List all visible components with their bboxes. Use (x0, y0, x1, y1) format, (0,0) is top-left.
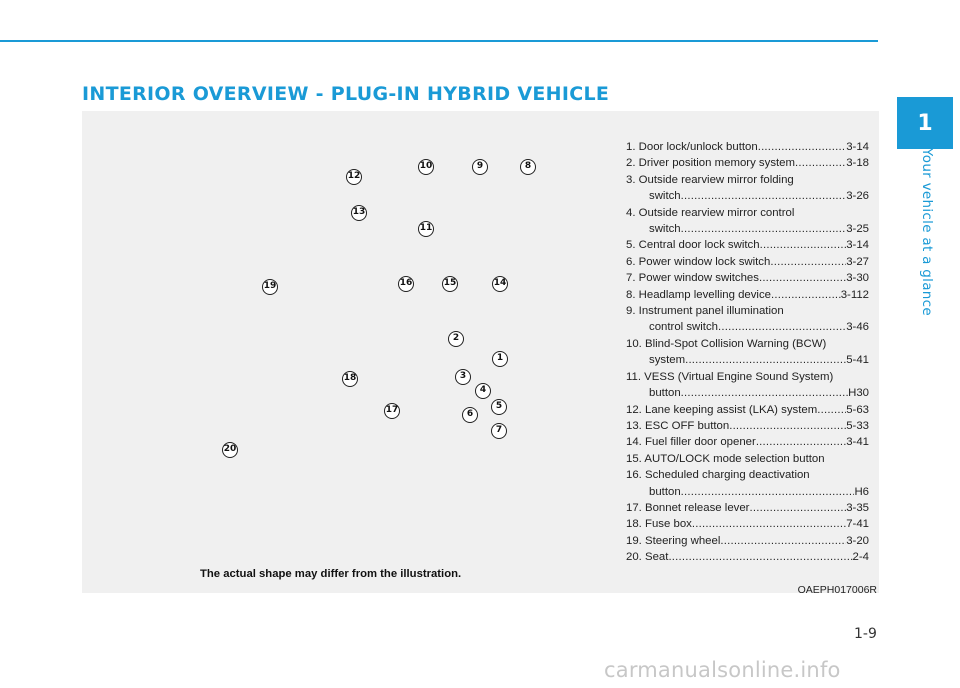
header-rule (0, 40, 878, 42)
legend-item (626, 155, 869, 171)
legend-item (626, 500, 869, 516)
legend-page-ref[interactable]: 7-41 (846, 518, 869, 531)
legend-page-ref[interactable]: 3-25 (846, 223, 869, 236)
legend-item (626, 270, 869, 286)
chapter-title: Your vehicle at a glance (919, 148, 935, 316)
callout-9: 9 (472, 159, 488, 175)
legend-label: 11. VESS (Virtual Engine Sound System) (626, 370, 834, 383)
callout-19: 19 (262, 279, 278, 295)
legend-page-ref[interactable]: 3-27 (846, 255, 869, 268)
legend-page-ref[interactable]: 3-18 (846, 157, 869, 170)
legend-label: 18. Fuse box (626, 518, 692, 531)
legend-list (626, 139, 869, 566)
legend-page-ref[interactable]: 5-63 (846, 403, 869, 416)
callout-8: 8 (520, 159, 536, 175)
legend-label: 17. Bonnet release lever (626, 501, 750, 514)
leader-dots (795, 155, 846, 171)
callout-6: 6 (462, 407, 478, 423)
leader-dots (720, 533, 846, 549)
legend-label: 5. Central door lock switch (626, 239, 760, 252)
legend-item (626, 549, 869, 565)
legend-label: 15. AUTO/LOCK mode selection button (626, 452, 825, 465)
legend-item (626, 287, 869, 303)
leader-dots (681, 484, 855, 500)
chapter-number: 1 (917, 111, 933, 136)
legend-label: control switch (649, 321, 719, 334)
legend-label: switch (649, 223, 681, 236)
callout-15: 15 (442, 276, 458, 292)
legend-label: system (649, 354, 686, 367)
callout-11: 11 (418, 221, 434, 237)
callout-2: 2 (448, 331, 464, 347)
legend-page-ref[interactable]: H30 (848, 387, 869, 400)
callout-14: 14 (492, 276, 508, 292)
callout-4: 4 (475, 383, 491, 399)
legend-label: 4. Outside rearview mirror control (626, 206, 795, 219)
legend-item (626, 516, 869, 532)
legend-label: 12. Lane keeping assist (LKA) system (626, 403, 818, 416)
callout-5: 5 (491, 399, 507, 415)
leader-dots (760, 237, 847, 253)
callout-7: 7 (491, 423, 507, 439)
page-number: 1-9 (854, 626, 877, 642)
legend-page-ref[interactable]: 5-41 (846, 354, 869, 367)
callout-12: 12 (346, 169, 362, 185)
legend-label: 13. ESC OFF button (626, 419, 730, 432)
leader-dots (770, 254, 846, 270)
leader-dots (756, 434, 846, 450)
callout-1: 1 (492, 351, 508, 367)
leader-dots (692, 516, 846, 532)
legend-label: 6. Power window lock switch (626, 255, 771, 268)
watermark-text: carmanualsonline.info (604, 658, 841, 682)
legend-label: 1. Door lock/unlock button (626, 141, 758, 153)
legend-item (626, 254, 869, 270)
leader-dots (681, 188, 847, 204)
figure-code: OAEPH017006R (797, 584, 877, 596)
legend-label: 14. Fuel filler door opener (626, 436, 756, 449)
legend-item (626, 451, 869, 467)
leader-dots (668, 549, 852, 565)
legend-page-ref[interactable]: 3-46 (846, 321, 869, 334)
legend-item (626, 303, 869, 336)
leader-dots (718, 319, 846, 335)
legend-page-ref[interactable]: 3-14 (846, 239, 869, 252)
chapter-tab[interactable] (897, 97, 953, 149)
legend-label: 3. Outside rearview mirror folding (626, 173, 794, 186)
legend-page-ref[interactable]: 3-112 (840, 288, 869, 301)
legend-label: 7. Power window switches (626, 272, 759, 285)
legend-label: 2. Driver position memory system (626, 157, 796, 170)
leader-dots (681, 385, 848, 401)
callout-18: 18 (342, 371, 358, 387)
legend-label: 8. Headlamp levelling device (626, 288, 771, 301)
legend-item (626, 172, 869, 205)
legend-item (626, 402, 869, 418)
legend-label: 19. Steering wheel (626, 534, 721, 547)
callout-17: 17 (384, 403, 400, 419)
legend-item (626, 369, 869, 402)
legend-page-ref[interactable]: 2-4 (852, 551, 869, 564)
legend-item (626, 533, 869, 549)
page-title: INTERIOR OVERVIEW - PLUG-IN HYBRID VEHICLE (82, 83, 610, 105)
legend-label: button (649, 485, 681, 498)
leader-dots (759, 270, 846, 286)
legend-label: button (649, 387, 681, 400)
callout-10: 10 (418, 159, 434, 175)
leader-dots (729, 418, 846, 434)
leader-dots (771, 287, 841, 303)
legend-label: 20. Seat (626, 551, 669, 564)
legend-label: 9. Instrument panel illumination (626, 305, 784, 318)
callout-20: 20 (222, 442, 238, 458)
legend-item (626, 418, 869, 434)
illustration-note: The actual shape may differ from the illustration. (200, 568, 462, 580)
legend-page-ref[interactable]: 3-30 (846, 272, 869, 285)
legend-label: 10. Blind-Spot Collision Warning (BCW) (626, 337, 827, 350)
legend-item (626, 205, 869, 238)
legend-page-ref[interactable]: 3-41 (846, 436, 869, 449)
illustration-panel (82, 111, 879, 596)
legend-page-ref[interactable]: H6 (854, 485, 869, 498)
leader-dots (758, 139, 846, 155)
leader-dots (685, 352, 846, 368)
leader-dots (749, 500, 846, 516)
legend-page-ref[interactable]: 3-14 (846, 141, 869, 153)
leader-dots (817, 402, 846, 418)
legend-label: switch (649, 190, 681, 203)
legend-label: 16. Scheduled charging deactivation (626, 469, 810, 482)
legend-page-ref[interactable]: 3-35 (846, 501, 869, 514)
callout-3: 3 (455, 369, 471, 385)
legend-page-ref[interactable]: 3-26 (846, 190, 869, 203)
legend-item (626, 434, 869, 450)
legend-page-ref[interactable]: 5-33 (846, 419, 869, 432)
legend-item (626, 237, 869, 253)
legend-item (626, 467, 869, 500)
callout-16: 16 (398, 276, 414, 292)
leader-dots (681, 221, 847, 237)
callout-13: 13 (351, 205, 367, 221)
legend-item (626, 139, 869, 155)
legend-item (626, 336, 869, 369)
legend-page-ref[interactable]: 3-20 (846, 534, 869, 547)
